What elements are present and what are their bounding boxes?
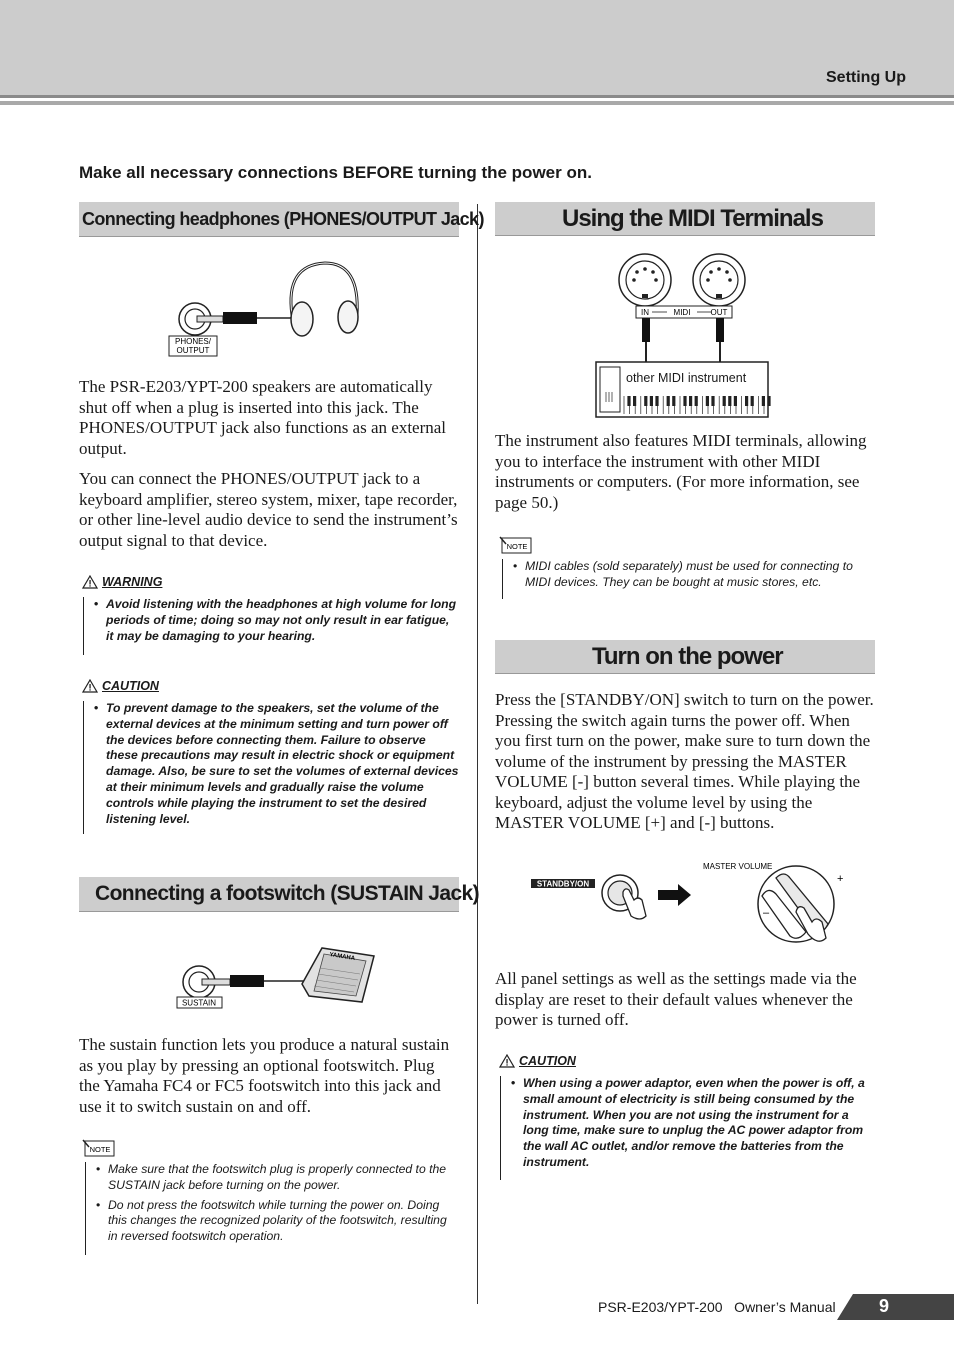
- black-key: [695, 396, 698, 406]
- midi-label: MIDI: [673, 308, 691, 317]
- caution-text: • When using a power adaptor, even when the power is off, a small amount of electricity is still being consumed by the instrument. When you are not using the instrument for a long time, make sure to unplug the AC power adaptor from the wall AC outlet, and/or remove the batteries from the instrument.: [511, 1076, 875, 1171]
- note-icon: [80, 1138, 116, 1158]
- black-key: [672, 396, 675, 406]
- page-number-tab: [853, 1294, 954, 1320]
- plug-tip: [202, 979, 230, 985]
- caution-box: [83, 679, 459, 834]
- black-key: [711, 396, 714, 406]
- svg-text:NOTE: NOTE: [89, 1145, 111, 1154]
- black-key: [689, 396, 692, 406]
- headphones-illustration: [165, 255, 365, 360]
- black-key: [728, 396, 731, 406]
- column-divider: [477, 204, 478, 1304]
- minus-sign: –: [763, 907, 770, 919]
- caution-triangle-icon: [82, 679, 98, 693]
- note-item: • Do not press the footswitch while turning the power on. Doing this changes the recognized polarity of the footswitch, resulting in reversed footswitch operation.: [96, 1198, 459, 1245]
- note-box: [85, 1145, 459, 1255]
- header-band: [0, 0, 954, 96]
- standby-label: STANDBY/ON: [536, 879, 590, 889]
- black-key: [723, 396, 726, 406]
- footer-manual-title: PSR-E203/YPT-200 Owner’s Manual: [598, 1299, 836, 1315]
- intro-heading: Make all necessary connections BEFORE turning the power on.: [79, 163, 592, 182]
- midi-out-label: OUT: [710, 308, 728, 317]
- midi-illustration: [592, 250, 772, 420]
- black-key: [650, 396, 653, 406]
- svg-text:NOTE: NOTE: [506, 542, 528, 551]
- right-earcup: [338, 301, 358, 333]
- black-key: [762, 396, 765, 406]
- warning-triangle-icon: [82, 575, 98, 589]
- running-head: Setting Up: [826, 69, 906, 86]
- midi-in-port: [619, 254, 671, 306]
- caution-tag: CAUTION: [82, 679, 159, 693]
- pedal-brand: YAMAHA: [328, 952, 356, 962]
- header-rule: [0, 101, 954, 105]
- heading-text: Connecting a footswitch (SUSTAIN Jack): [95, 882, 480, 905]
- black-key: [683, 396, 686, 406]
- black-key: [667, 396, 670, 406]
- heading-text: Turn on the power: [592, 643, 783, 670]
- paragraph: The instrument also features MIDI terminals, allowing you to interface the instrument with other MIDI instruments or computers. (For more information, see page 50.): [495, 431, 867, 512]
- plus-sign: +: [837, 873, 844, 885]
- black-key: [751, 396, 754, 406]
- black-key: [745, 396, 748, 406]
- paragraph: The PSR-E203/YPT-200 speakers are automatically shut off when a plug is inserted into this jack. The PHONES/OUTPUT jack also functions as an external output.: [79, 377, 447, 458]
- black-key: [655, 396, 658, 406]
- caution-text: • To prevent damage to the speakers, set the volume of the external devices at the minimum setting and turn power off the devices before connecting them. Failure to observe these precautions may result in electric shock or equipment damage. Also, be sure to set the volumes of external devices at their minimum levels and gradually raise the volume controls while playing the instrument to set the desired listening level.: [94, 701, 459, 827]
- footswitch-illustration: [174, 944, 384, 1014]
- plug-body: [223, 312, 257, 324]
- midi-plug: [642, 318, 650, 342]
- arrow-right-icon: [658, 884, 691, 906]
- jack-label: OUTPUT: [176, 346, 210, 355]
- heading-text: Connecting headphones (PHONES/OUTPUT Jack): [82, 209, 484, 229]
- midi-instrument-label: other MIDI instrument: [623, 366, 763, 394]
- page-number: 9: [879, 1296, 890, 1316]
- caution-tag: CAUTION: [499, 1054, 576, 1068]
- master-volume-label: MASTER VOLUME: [703, 862, 773, 871]
- black-key: [734, 396, 737, 406]
- caution-triangle-icon: [499, 1054, 515, 1068]
- black-key: [706, 396, 709, 406]
- jack-label: PHONES/: [174, 337, 212, 346]
- midi-in-label: IN: [641, 308, 649, 317]
- black-key: [633, 396, 636, 406]
- plug-body: [230, 975, 264, 987]
- section-heading-midi: [495, 202, 875, 236]
- paragraph: You can connect the PHONES/OUTPUT jack to a keyboard amplifier, stereo system, mixer, tape recorder, or other line-level audio device to send the instrument’s output signal to that device.: [79, 469, 458, 550]
- midi-out-port: [693, 254, 745, 306]
- midi-plug: [716, 318, 724, 342]
- caution-box: [500, 1054, 875, 1180]
- note-item: • MIDI cables (sold separately) must be used for connecting to MIDI devices. They can be bought at music stores, etc.: [513, 559, 875, 591]
- heading-text: Using the MIDI Terminals: [562, 205, 823, 232]
- paragraph: Press the [STANDBY/ON] switch to turn on the power. Pressing the switch again turns the power off. When you first turn on the power, make sure to turn down the volume of the instrument by pressing the MASTER VOLUME [-] button several times. While playing the keyboard, adjust the volume level by using the MASTER VOLUME [+] and [-] buttons.: [495, 690, 874, 832]
- plug-tip: [197, 316, 223, 322]
- warning-box: [83, 575, 459, 655]
- black-key: [644, 396, 647, 406]
- note-icon: [497, 535, 533, 555]
- warning-text: • Avoid listening with the headphones at high volume for long periods of time; doing so may not only result in ear fatigue, it may be damaging to your hearing.: [94, 597, 459, 644]
- header-rule: [0, 95, 954, 98]
- paragraph: The sustain function lets you produce a natural sustain as you play by pressing an optional footswitch. Plug the Yamaha FC4 or FC5 footswitch into this jack and use it to switch sustain on and off.: [79, 1035, 450, 1116]
- section-heading-footswitch: [79, 877, 480, 912]
- note-item: • Make sure that the footswitch plug is properly connected to the SUSTAIN jack before turning on the power.: [96, 1162, 459, 1194]
- left-earcup: [291, 302, 313, 336]
- section-heading-headphones: [79, 202, 484, 237]
- paragraph: All panel settings as well as the settings made via the display are reset to their default values whenever the power is turned off.: [495, 969, 857, 1029]
- black-key: [767, 396, 770, 406]
- power-illustration: [528, 856, 848, 950]
- section-heading-power: [495, 640, 875, 674]
- jack-label: SUSTAIN: [181, 998, 217, 1008]
- note-box: [502, 542, 875, 599]
- warning-tag: WARNING: [82, 575, 162, 589]
- black-key: [627, 396, 630, 406]
